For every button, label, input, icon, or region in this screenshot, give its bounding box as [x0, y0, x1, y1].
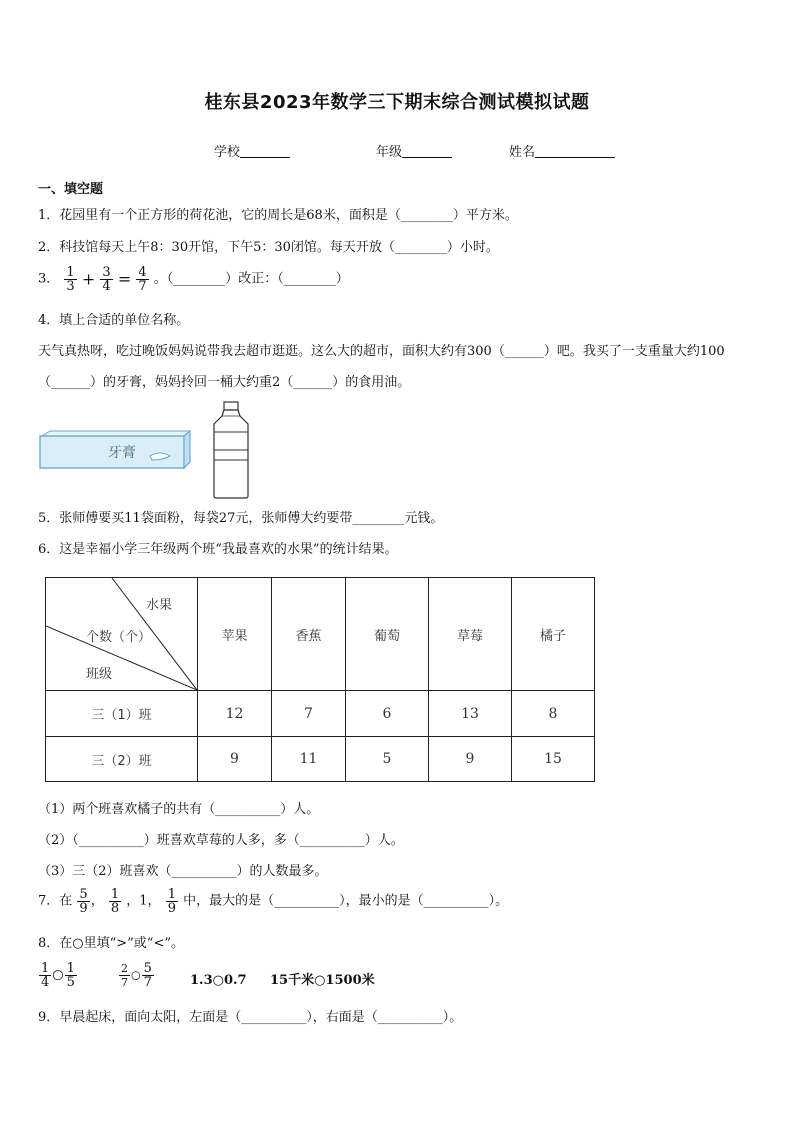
numerator: 1 — [167, 887, 176, 902]
table-row — [46, 737, 595, 782]
fraction — [119, 962, 130, 989]
fraction — [39, 962, 51, 989]
table-cell: 9 — [198, 737, 272, 782]
denominator: 8 — [110, 901, 120, 916]
table-cell: 13 — [429, 691, 512, 737]
q7-mid: ，1， — [126, 893, 161, 909]
numerator: 5 — [79, 887, 88, 902]
comparison-4: 15千米○1500米 — [270, 973, 375, 988]
denominator: 9 — [79, 901, 88, 916]
table-cell: 5 — [346, 737, 429, 782]
fraction — [166, 888, 178, 915]
column-header: 苹果 — [198, 578, 272, 691]
denominator: 5 — [66, 975, 75, 990]
grade-label: 年级 — [376, 145, 403, 160]
name-field — [509, 141, 615, 160]
q7-suffix: 中，最大的是（__________），最小的是（__________）。 — [183, 893, 509, 909]
table-cell: 6 — [346, 691, 429, 737]
question-3 — [38, 266, 349, 293]
question-4-intro: 4．填上合适的单位名称。 — [38, 313, 190, 328]
denominator: 7 — [121, 976, 128, 989]
column-header: 香蕉 — [272, 578, 346, 691]
equals-sign: = — [117, 269, 132, 289]
section-heading: 一、填空题 — [38, 182, 104, 197]
school-blank[interactable] — [240, 144, 290, 158]
page-title: 桂东县2023年数学三下期末综合测试模拟试题 — [204, 92, 590, 113]
comparison-3: 1.3○0.7 — [190, 973, 247, 988]
question-4-line-2: （______）的牙膏，妈妈拎回一桶大约重2（______）的食用油。 — [38, 375, 411, 390]
fruit-statistics-table — [45, 577, 595, 782]
table-row — [46, 691, 595, 737]
numerator: 1 — [66, 961, 75, 976]
row-header: 三（2）班 — [46, 737, 198, 782]
q3-rest: 。（________）改正：（________） — [153, 271, 349, 287]
fraction — [100, 266, 112, 293]
question-4-line-1: 天气真热呀，吃过晚饭妈妈说带我去超市逛逛。这么大的超市，面积大约有300（______）吧。我买了一支重量大约100 — [38, 344, 725, 359]
fraction — [142, 962, 154, 989]
denominator: 7 — [143, 975, 152, 990]
numerator: 3 — [102, 265, 111, 280]
oil-bottle-illustration — [208, 400, 254, 500]
table-cell: 12 — [198, 691, 272, 737]
fraction — [64, 266, 76, 293]
table-cell: 7 — [272, 691, 346, 737]
question-7: 7．在 $\frac{5}{9}$ ， $\frac{1}{8}$ ，1， $\frac{1}{9}$ 中，最大的是（__________），最小的是（__________）。 — [38, 887, 509, 916]
numerator: 4 — [138, 265, 147, 280]
numerator: 1 — [110, 887, 120, 902]
numerator: 1 — [66, 265, 75, 280]
q7-prefix: 7．在 — [38, 893, 73, 909]
corner-class-label: 班级 — [86, 667, 113, 682]
numerator: 5 — [143, 961, 152, 976]
table-cell: 11 — [272, 737, 346, 782]
question-1: 1．花园里有一个正方形的荷花池，它的周长是68米，面积是（________）平方米。 — [38, 208, 518, 223]
grade-blank[interactable] — [402, 144, 452, 158]
compare-circle[interactable]: ○ — [52, 967, 64, 983]
toothpaste-label: 牙膏 — [108, 445, 136, 461]
school-field — [214, 141, 290, 160]
column-header: 草莓 — [429, 578, 512, 691]
column-header: 橘子 — [512, 578, 595, 691]
denominator: 4 — [102, 279, 111, 294]
question-8-intro: 8．在○里填“>”或“<”。 — [38, 936, 184, 951]
numerator: 2 — [121, 962, 128, 975]
q3-number: 3． — [38, 271, 60, 287]
table-corner-header — [46, 578, 198, 691]
name-label: 姓名 — [509, 145, 536, 160]
question-2: 2．科技馆每天上午8：30开馆，下午5：30闭馆。每天开放（________）小时。 — [38, 240, 499, 255]
plus-sign: + — [81, 269, 96, 289]
compare-circle[interactable]: ○ — [131, 968, 141, 982]
corner-fruit-label: 水果 — [146, 598, 173, 613]
table-cell: 8 — [512, 691, 595, 737]
denominator: 7 — [138, 279, 147, 294]
column-header: 葡萄 — [346, 578, 429, 691]
question-6-part-3: （3）三（2）班喜欢（__________）的人数最多。 — [38, 864, 328, 879]
question-9: 9．早晨起床，面向太阳，左面是（__________），右面是（__________）。 — [38, 1010, 463, 1025]
question-6-part-1: （1）两个班喜欢橘子的共有（__________）人。 — [38, 802, 320, 817]
table-cell: 15 — [512, 737, 595, 782]
corner-count-label: 个数（个） — [86, 630, 152, 645]
denominator: 9 — [167, 901, 176, 916]
comparison-2 — [118, 962, 155, 989]
question-6-part-2: （2）（__________）班喜欢草莓的人多，多（__________）人。 — [38, 833, 404, 848]
question-6-intro: 6．这是幸福小学三年级两个班“我最喜欢的水果”的统计结果。 — [38, 542, 398, 557]
denominator: 3 — [66, 279, 75, 294]
grade-field — [376, 141, 452, 160]
numerator: 1 — [41, 961, 50, 976]
school-label: 学校 — [214, 145, 241, 160]
fraction — [65, 962, 77, 989]
fraction — [77, 888, 89, 915]
name-blank[interactable] — [535, 144, 615, 158]
table-cell: 9 — [429, 737, 512, 782]
row-header: 三（1）班 — [46, 691, 198, 737]
toothpaste-illustration — [38, 430, 194, 470]
denominator: 4 — [41, 975, 50, 990]
fraction — [136, 266, 148, 293]
fraction — [109, 888, 121, 915]
question-5: 5．张师傅要买11袋面粉，每袋27元，张师傅大约要带________元钱。 — [38, 511, 444, 526]
comparison-1 — [38, 962, 78, 989]
